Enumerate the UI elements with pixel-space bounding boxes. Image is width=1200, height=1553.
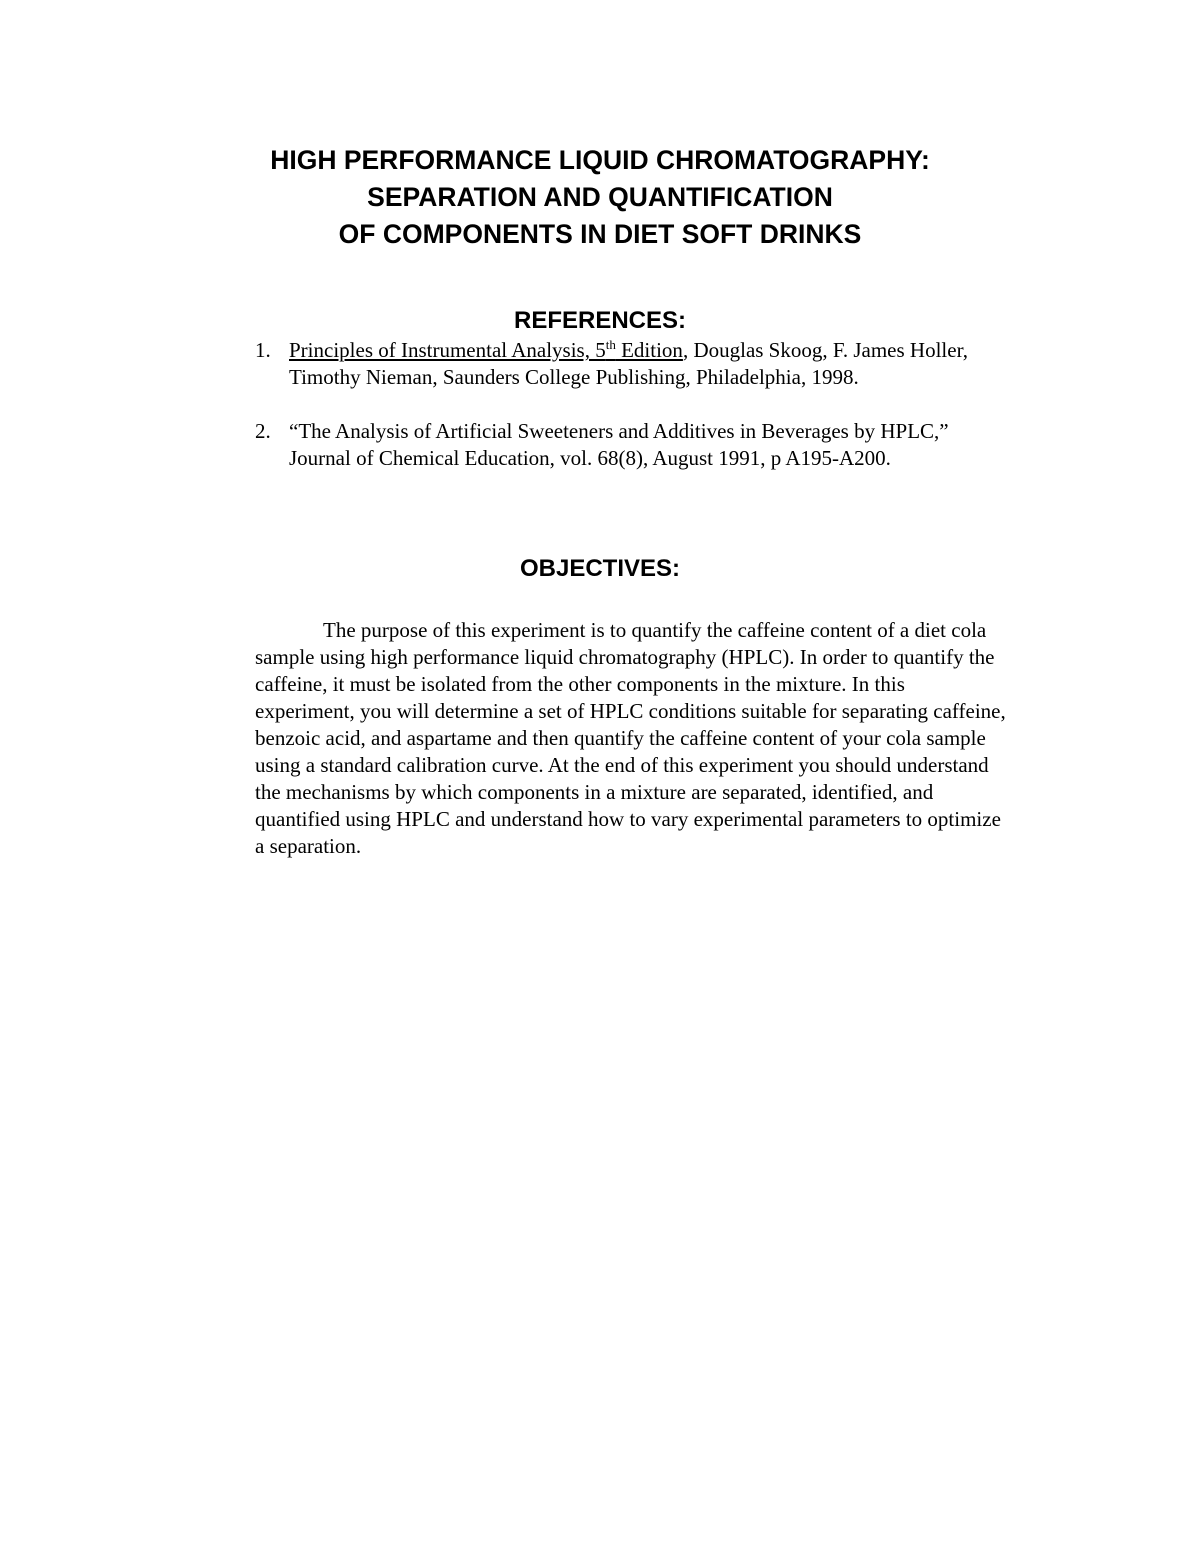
objectives-paragraph bbox=[255, 617, 1095, 860]
references-heading: REFERENCES: bbox=[513, 307, 687, 334]
reference-line-1: “The Analysis of Artificial Sweeteners and Additives in Beverages by HPLC,” bbox=[289, 419, 949, 443]
reference-number: 2. bbox=[255, 419, 271, 443]
reference-number: 1. bbox=[255, 338, 271, 362]
objectives-heading: OBJECTIVES: bbox=[519, 555, 681, 582]
title-line-1: HIGH PERFORMANCE LIQUID CHROMATOGRAPHY: bbox=[270, 145, 930, 175]
reference-book-title: Principles of Instrumental Analysis, 5th Edition bbox=[289, 337, 683, 362]
reference-body bbox=[289, 418, 1079, 472]
paragraph-line: the mechanisms by which components in a mixture are separated, identified, and bbox=[255, 780, 934, 804]
paragraph-line: a separation. bbox=[255, 834, 362, 858]
paragraph-line: caffeine, it must be isolated from the other components in the mixture. In this bbox=[255, 672, 905, 696]
paragraph-line: experiment, you will determine a set of HPLC conditions suitable for separating caffeine, bbox=[255, 699, 1006, 723]
title-line-2: SEPARATION AND QUANTIFICATION bbox=[367, 182, 833, 212]
paragraph-line: sample using high performance liquid chromatography (HPLC). In order to quantify the bbox=[255, 645, 995, 669]
reference-line-2: Timothy Nieman, Saunders College Publishing, Philadelphia, 1998. bbox=[289, 365, 859, 389]
reference-line-2: Journal of Chemical Education, vol. 68(8), August 1991, p A195-A200. bbox=[289, 446, 891, 470]
paragraph-line: benzoic acid, and aspartame and then quantify the caffeine content of your cola sample bbox=[255, 726, 986, 750]
reference-body bbox=[289, 337, 1079, 391]
document-title bbox=[200, 142, 1000, 253]
paragraph-line: quantified using HPLC and understand how to vary experimental parameters to optimize bbox=[255, 807, 1001, 831]
reference-line-1: Principles of Instrumental Analysis, 5th Edition, Douglas Skoog, F. James Holler, bbox=[289, 337, 968, 362]
paragraph-line: using a standard calibration curve. At the end of this experiment you should understand bbox=[255, 753, 989, 777]
title-line-3: OF COMPONENTS IN DIET SOFT DRINKS bbox=[338, 219, 862, 249]
paragraph-line: The purpose of this experiment is to quantify the caffeine content of a diet cola bbox=[323, 618, 987, 642]
